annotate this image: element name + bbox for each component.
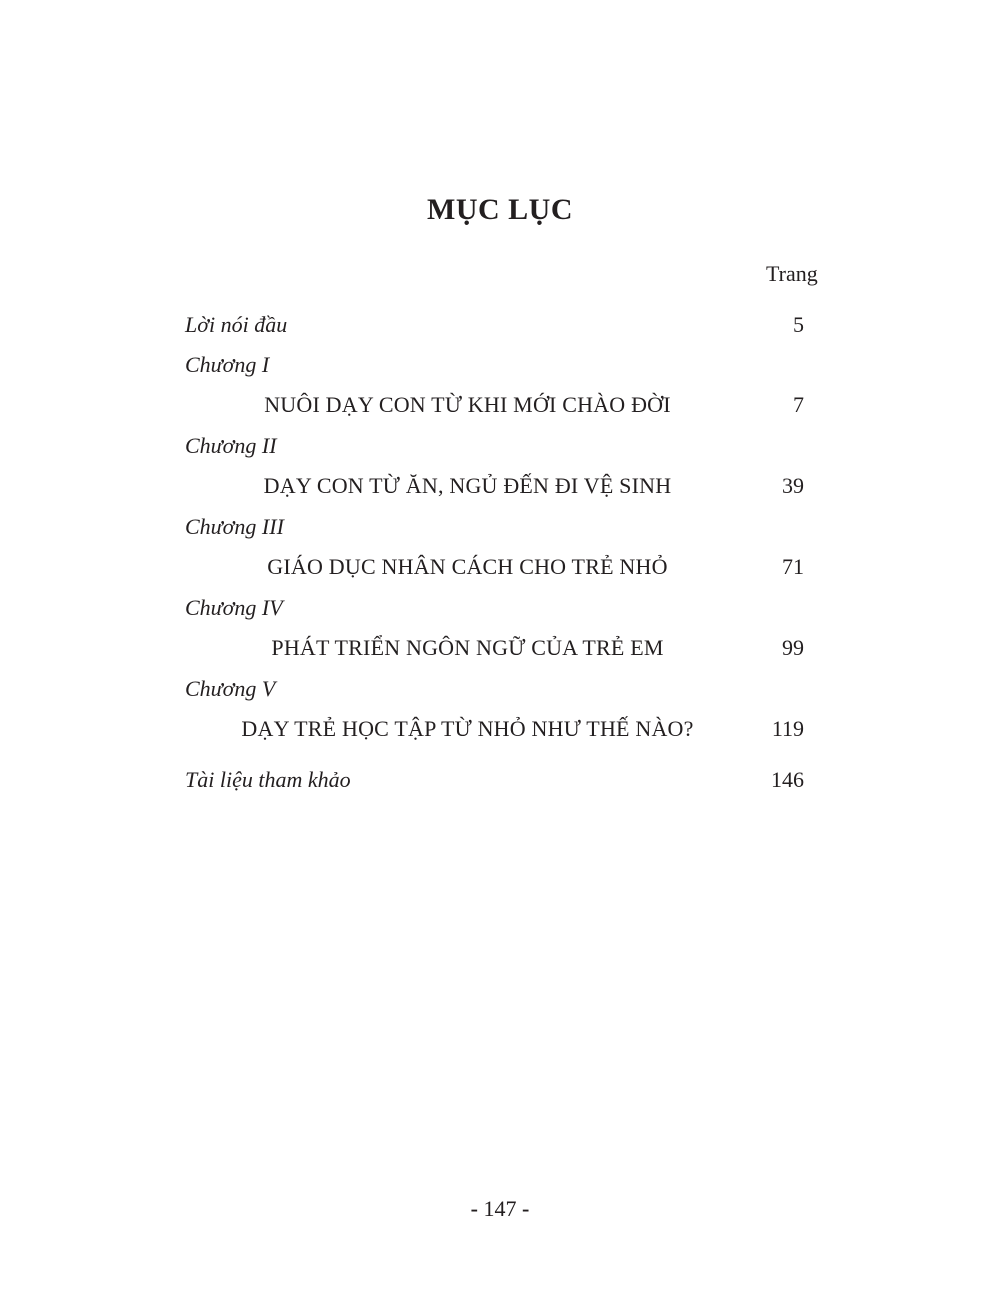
toc-entry-chapter-4[interactable] (0, 635, 1000, 667)
preface-page-number: 5 (793, 312, 804, 337)
chapter-5-title: DẠY TRẺ HỌC TẬP TỪ NHỎ NHƯ THẾ NÀO? (241, 716, 694, 741)
page-footer (0, 1196, 1000, 1222)
chapter-5-page-number: 119 (771, 716, 804, 741)
page-column-label: Trang (766, 261, 818, 286)
chapter-4-title: PHÁT TRIỂN NGÔN NGỮ CỦA TRẺ EM (271, 635, 664, 660)
chapter-2-label-row (0, 433, 1000, 465)
chapter-1-page-number: 7 (793, 392, 804, 417)
chapter-4-label-row (0, 595, 1000, 627)
chapter-3-title: GIÁO DỤC NHÂN CÁCH CHO TRẺ NHỎ (267, 554, 668, 579)
chapter-1-label-row (0, 352, 1000, 384)
toc-entry-preface[interactable] (0, 312, 1000, 344)
footer-page-number: 147 (483, 1196, 517, 1221)
chapter-3-label: Chương III (185, 514, 284, 539)
chapter-2-title: DẠY CON TỪ ĂN, NGỦ ĐẾN ĐI VỆ SINH (263, 473, 672, 498)
chapter-1-label: Chương I (185, 352, 270, 377)
chapter-1-title: NUÔI DẠY CON TỪ KHI MỚI CHÀO ĐỜI (264, 392, 671, 417)
chapter-2-page-number: 39 (782, 473, 804, 498)
chapter-5-label: Chương V (185, 676, 276, 701)
footer-left-dash: - (470, 1196, 478, 1221)
toc-entry-references[interactable] (0, 767, 1000, 799)
toc-entry-chapter-5[interactable] (0, 716, 1000, 748)
preface-label: Lời nói đầu (185, 312, 288, 337)
chapter-3-label-row (0, 514, 1000, 546)
references-label: Tài liệu tham khảo (185, 767, 351, 792)
toc-entry-chapter-2[interactable] (0, 473, 1000, 505)
chapter-3-page-number: 71 (782, 554, 804, 579)
footer-right-dash: - (522, 1196, 530, 1221)
references-page-number: 146 (771, 767, 804, 792)
chapter-2-label: Chương II (185, 433, 277, 458)
toc-entry-chapter-1[interactable] (0, 392, 1000, 424)
chapter-5-label-row (0, 676, 1000, 708)
chapter-4-page-number: 99 (782, 635, 804, 660)
toc-entry-chapter-3[interactable] (0, 554, 1000, 586)
page-title: MỤC LỤC (427, 193, 573, 226)
chapter-4-label: Chương IV (185, 595, 283, 620)
